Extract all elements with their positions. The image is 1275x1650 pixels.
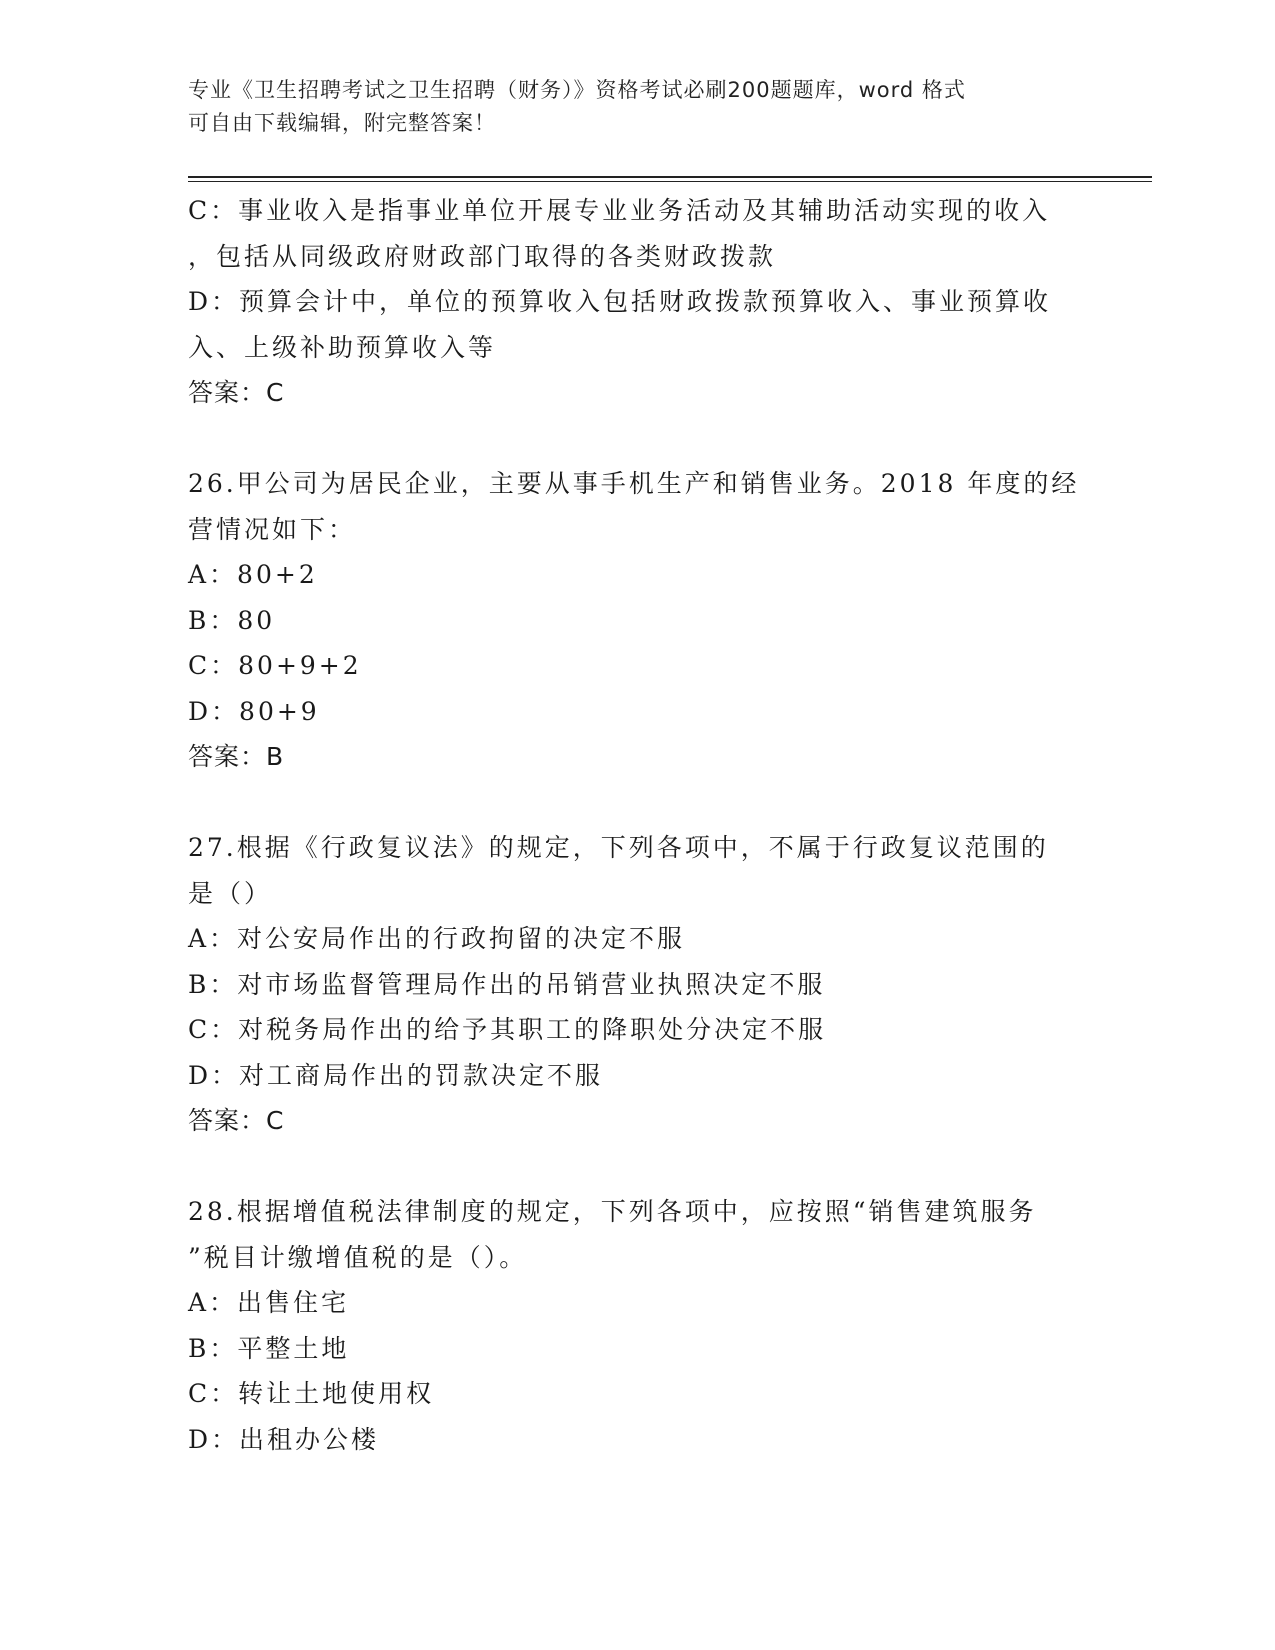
header-line-2: 可自由下载编辑，附完整答案！ bbox=[188, 111, 496, 135]
option-a: A：对公安局作出的行政拘留的决定不服 bbox=[188, 924, 686, 953]
question-stem-line-2: ”税目计缴增值税的是（）。 bbox=[188, 1242, 528, 1272]
header-line-1: 专业《卫生招聘考试之卫生招聘（财务）》资格考试必刷200题题库，word 格式 bbox=[188, 78, 966, 102]
document-body bbox=[188, 188, 1088, 1462]
spacer bbox=[188, 416, 1088, 462]
question-stem-line-1: 27.根据《行政复议法》的规定，下列各项中，不属于行政复议范围的 bbox=[188, 833, 1049, 862]
option-c: C：80+9+2 bbox=[188, 651, 362, 680]
option-d-line-1: D：预算会计中，单位的预算收入包括财政拨款预算收入、事业预算收 bbox=[188, 287, 1052, 316]
question-27 bbox=[188, 825, 1088, 1144]
option-c: C：转让土地使用权 bbox=[188, 1379, 435, 1408]
header-divider-thick bbox=[188, 176, 1152, 178]
option-c-line-1: C：事业收入是指事业单位开展专业业务活动及其辅助活动实现的收入 bbox=[188, 196, 1051, 225]
question-stem-line-2: 营情况如下： bbox=[188, 514, 357, 544]
question-26 bbox=[188, 461, 1088, 780]
option-c: C：对税务局作出的给予其职工的降职处分决定不服 bbox=[188, 1015, 827, 1044]
document-header bbox=[188, 74, 1088, 140]
option-a: A：80+2 bbox=[188, 560, 318, 589]
question-stem-line-1: 28.根据增值税法律制度的规定，下列各项中，应按照“销售建筑服务 bbox=[188, 1197, 1037, 1226]
spacer bbox=[188, 780, 1088, 826]
spacer bbox=[188, 1144, 1088, 1190]
answer: 答案：B bbox=[188, 742, 285, 771]
answer: 答案：C bbox=[188, 378, 285, 407]
option-d-line-2: 入、上级补助预算收入等 bbox=[188, 332, 497, 362]
answer: 答案：C bbox=[188, 1106, 285, 1135]
question-stem-line-1: 26.甲公司为居民企业，主要从事手机生产和销售业务。2018 年度的经 bbox=[188, 469, 1080, 498]
option-b: B：平整土地 bbox=[188, 1333, 350, 1363]
option-c-line-2: ，包括从同级政府财政部门取得的各类财政拨款 bbox=[188, 241, 777, 271]
option-d: D：80+9 bbox=[188, 696, 320, 726]
option-d: D：出租办公楼 bbox=[188, 1424, 380, 1454]
option-b: B：80 bbox=[188, 605, 276, 635]
question-25-continued bbox=[188, 188, 1088, 416]
header-divider-thin bbox=[188, 181, 1152, 182]
option-d: D：对工商局作出的罚款决定不服 bbox=[188, 1060, 604, 1090]
option-b: B：对市场监督管理局作出的吊销营业执照决定不服 bbox=[188, 969, 826, 999]
option-a: A：出售住宅 bbox=[188, 1288, 350, 1317]
question-stem-line-2: 是（） bbox=[188, 878, 273, 908]
question-28 bbox=[188, 1189, 1088, 1462]
